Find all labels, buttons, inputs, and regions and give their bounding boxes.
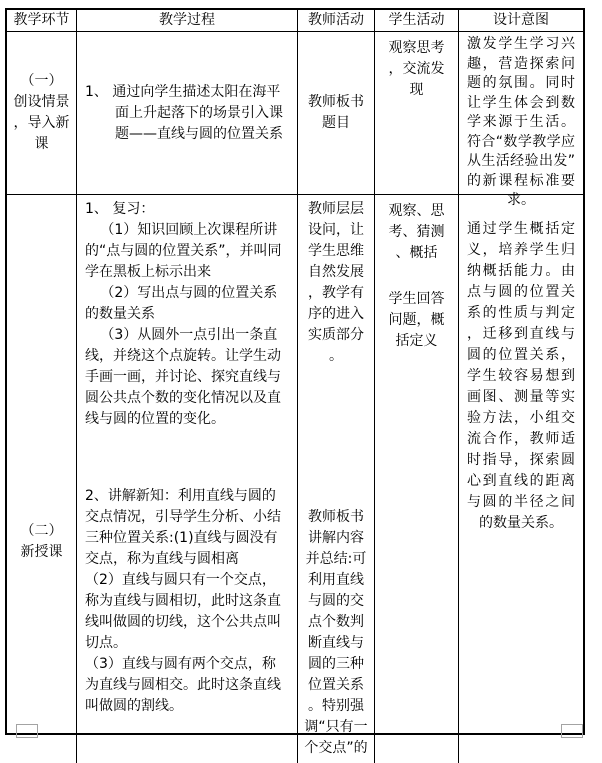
row1-process-cell [77, 32, 298, 195]
new-knowledge-item-1: 2、讲解新知：利用直线与圆的交点情况，引导学生分析、小结三种位置关系:(1)直线与圆没有交点，称为直线与圆相离 [85, 488, 281, 567]
row1-stage-cell: （一） 创设情景，导入新课 [7, 32, 77, 195]
crop-mark-bottom-left [16, 724, 38, 738]
lesson-plan-table [5, 8, 585, 756]
row1-student-cell [375, 32, 459, 195]
review-item-2: （2）写出点与圆的位置关系的数量关系 [85, 285, 278, 322]
row1-intent-cell [459, 32, 583, 208]
row2-process-cell [77, 195, 298, 763]
new-knowledge-item-3: （3）直线与圆有两个交点，称为直线与圆相交。此时这条直线叫做圆的割线。 [85, 656, 281, 714]
row2-teacher-top-text: 教师层层设问，让学生思维自然发展，教学有序的进入实质部分。 [308, 201, 364, 364]
header-cell-design-intent: 设计意图 [459, 10, 583, 32]
row1-teacher-cell [298, 32, 375, 195]
row1-intent-text: 激发学生学习兴趣，营造探索问题的氛围。同时让学生体会到数学来源于生活。符合“数学教学应从生活经验出发”的新课程标准要求。 [467, 36, 575, 208]
row2-student-cell [375, 195, 459, 763]
row2-teacher-bottom-text: 教师板书讲解内容并总结:可利用直线与圆的交点个数判断直线与圆的三种位置关系。特别强调“只有一个交点”的 [304, 509, 368, 756]
header-cell-process: 教学过程 [77, 10, 298, 32]
row2-student-bottom-text: 学生回答问题，概括定义 [388, 291, 445, 349]
row2-stage-cell: （二） 新授课 [7, 195, 77, 763]
row1-process-paragraph: 1、 通过向学生描述太阳在海平面上升起落下的场景引入课题——直线与圆的位置关系 [85, 83, 283, 142]
row2-teacher-cell [298, 195, 375, 763]
header-cell-stage: 教学环节 [7, 10, 77, 32]
row1-teacher-text: 教师板书题目 [308, 94, 364, 131]
new-knowledge-block [85, 486, 289, 717]
header-cell-student-activity: 学生活动 [375, 10, 459, 32]
crop-mark-bottom-right [561, 724, 583, 738]
row2-intent-text: 通过学生概括定义，培养学生归纳概括能力。由点与圆的位置关系的性质与判定，迁移到直线与圆的位置关系，学生较容易想到画图、测量等实验方法，小组交流合作，教师适时指导，探索圆心到直线的距离与圆的半径之间的数量关系。 [467, 221, 575, 531]
row1-student-text: 观察思考，交流发现 [388, 40, 445, 98]
review-item-1: （1）知识回顾上次课程所讲的“点与圆的位置关系”，并叫同学在黑板上标示出来 [85, 222, 282, 280]
review-title: 1、 复习： [85, 201, 155, 217]
review-block [85, 199, 289, 430]
new-knowledge-item-2: （2）直线与圆只有一个交点，称为直线与圆相切，此时这条直线叫做圆的切线，这个公共点叫切点。 [85, 572, 281, 651]
row2-student-top-text: 观察、思考、猜测、概括 [388, 203, 445, 261]
review-item-3: （3）从圆外一点引出一条直线，并绕这个点旋转。让学生动手画一画，并讨论、探究直线与圆公共点个数的变化情况以及直线与圆的位置的变化。 [85, 327, 281, 427]
row2-intent-cell [459, 195, 583, 763]
header-cell-teacher-activity: 教师活动 [298, 10, 375, 32]
